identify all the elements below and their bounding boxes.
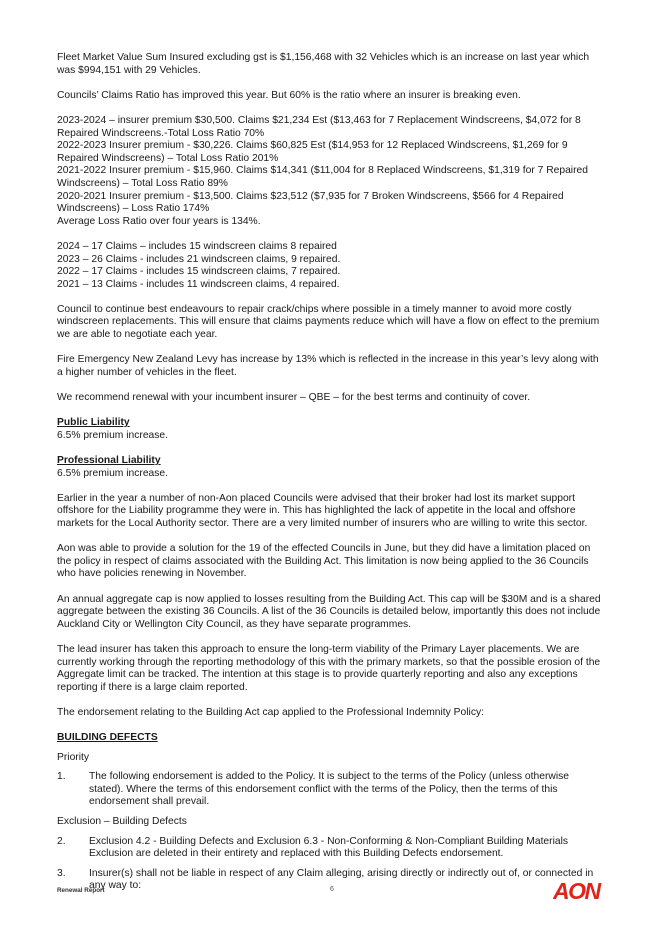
claims-line-2022: 2022 – 17 Claims - includes 15 windscreen claims, 7 repaired. [57, 266, 341, 278]
footer-report-label: Renewal Report [57, 887, 105, 894]
priority-label: Priority [57, 751, 90, 763]
numbered-item-2 [57, 836, 605, 861]
ratio-line-2020-2021: 2020-2021 Insurer premium - $13,500. Claims $23,512 ($7,935 for 7 Broken Windscreens, $566 for 4 Repaired Windscreens) – Loss Ratio 174% [57, 190, 564, 215]
public-liability-text: 6.5% premium increase. [57, 429, 169, 441]
aggregate-cap-paragraph: An annual aggregate cap is now applied to losses resulting from the Building Act. This cap will be $30M and is a shared aggregate between the existing 36 Councils. A list of the 36 Councils is detailed below, importantly this does not include Auckland City or Wellington City Council, as they have separate programmes. [57, 593, 601, 630]
item-number: 2. [57, 835, 66, 847]
average-loss-ratio: Average Loss Ratio over four years is 134%. [57, 215, 261, 227]
aon-solution-paragraph: Aon was able to provide a solution for the 19 of the effected Councils in June, but they did have a limitation placed on the policy in respect of claims associated with the Building Act. This limitation is now being applied to the 36 Councils who have policies renewing in November. [57, 543, 591, 580]
building-defects-heading: BUILDING DEFECTS [57, 732, 158, 744]
item-text: Insurer(s) shall not be liable in respect of any Claim alleging, arising directly or indirectly out of, or connected in any way to: [89, 867, 594, 892]
item-text: Exclusion 4.2 - Building Defects and Exclusion 6.3 - Non-Conforming & Non-Compliant Building Materials Exclusion are deleted in their entirety and replaced with this Building Defects endorsement. [89, 835, 569, 860]
ratio-line-2023-2024: 2023-2024 – insurer premium $30,500. Claims $21,234 Est ($13,463 for 7 Replacement Windscreens, $4,072 for 8 Repaired Windscreens.-Total Loss Ratio 70% [57, 114, 581, 139]
item-number: 1. [57, 771, 66, 783]
windscreen-repair-paragraph: Council to continue best endeavours to repair crack/chips where possible in a timely manner to avoid more costly windscreen replacements. This will ensure that claims payments reduce which will have a flow on effect to the premium we are able to negotiate each year. [57, 303, 600, 341]
endorsement-intro-paragraph: The endorsement relating to the Building Act cap applied to the Professional Indemnity Policy: [57, 706, 484, 718]
footer-page-number: 6 [330, 886, 334, 893]
claims-ratio-paragraph: Councils’ Claims Ratio has improved this year. But 60% is the ratio where an insurer is breaking even. [57, 89, 521, 101]
ratio-line-2022-2023: 2022-2023 Insurer premium - $30,226. Claims $60,825 Est ($14,953 for 12 Replaced Windscreens, $1,269 for 9 Repaired Windscreens) – Total Loss Ratio 201% [57, 140, 568, 164]
numbered-item-1 [57, 771, 605, 809]
claims-line-2023: 2023 – 26 Claims - includes 21 windscreen claims, 9 repaired. [57, 253, 341, 265]
fenz-levy-paragraph: Fire Emergency New Zealand Levy has increase by 13% which is reflected in the increase in this year’s levy along with a higher number of vehicles in the fleet. [57, 354, 599, 378]
professional-liability-text: 6.5% premium increase. [57, 467, 169, 479]
public-liability-heading: Public Liability [57, 417, 130, 429]
ratio-line-2021-2022: 2021-2022 Insurer premium - $15,960. Claims $14,341 ($11,004 for 8 Replaced Windscreens, $1,319 for 7 Repaired Windscreens) – Total Loss Ratio 89% [57, 165, 588, 189]
document-body [57, 52, 605, 893]
fleet-value-paragraph: Fleet Market Value Sum Insured excluding gst is $1,156,468 with 32 Vehicles which is an increase on last year which was $994,151 with 29 Vehicles. [57, 52, 590, 76]
professional-liability-heading: Professional Liability [57, 455, 161, 466]
svg-text:AON: AON [553, 878, 600, 902]
recommendation-paragraph: We recommend renewal with your incumbent insurer – QBE – for the best terms and continuity of cover. [57, 392, 531, 404]
claims-line-2024: 2024 – 17 Claims – includes 15 windscreen claims 8 repaired [57, 240, 337, 252]
claims-line-2021: 2021 – 13 Claims - includes 11 windscreen claims, 4 repaired. [57, 278, 340, 290]
item-text: The following endorsement is added to the Policy. It is subject to the terms of the Policy (unless otherwise stated). Where the terms of this endorsement conflict with the terms of the Policy, then the terms of this endorsement shall prevail. [89, 771, 569, 808]
item-number: 3. [57, 867, 66, 879]
aon-logo-icon [553, 878, 605, 902]
broker-market-paragraph: Earlier in the year a number of non-Aon placed Councils were advised that their broker had lost its market support offshore for the Liability programme they were in. This has highlighted the lack of appetite in the local and offshore markets for the Local Authority sector. There are a very limited number of insurers who are willing to write this sector. [57, 492, 588, 529]
aon-logo [553, 878, 605, 907]
exclusion-label: Exclusion – Building Defects [57, 816, 187, 828]
lead-insurer-paragraph: The lead insurer has taken this approach to ensure the long-term viability of the Primary Layer placements. We are currently working through the reporting methodology of this with the primary markets, so that the possible erosion of the Aggregate limit can be tracked. The intention at this stage is to provide quarterly reporting and also any exceptions reporting if there is a large claim reported. [57, 643, 601, 693]
